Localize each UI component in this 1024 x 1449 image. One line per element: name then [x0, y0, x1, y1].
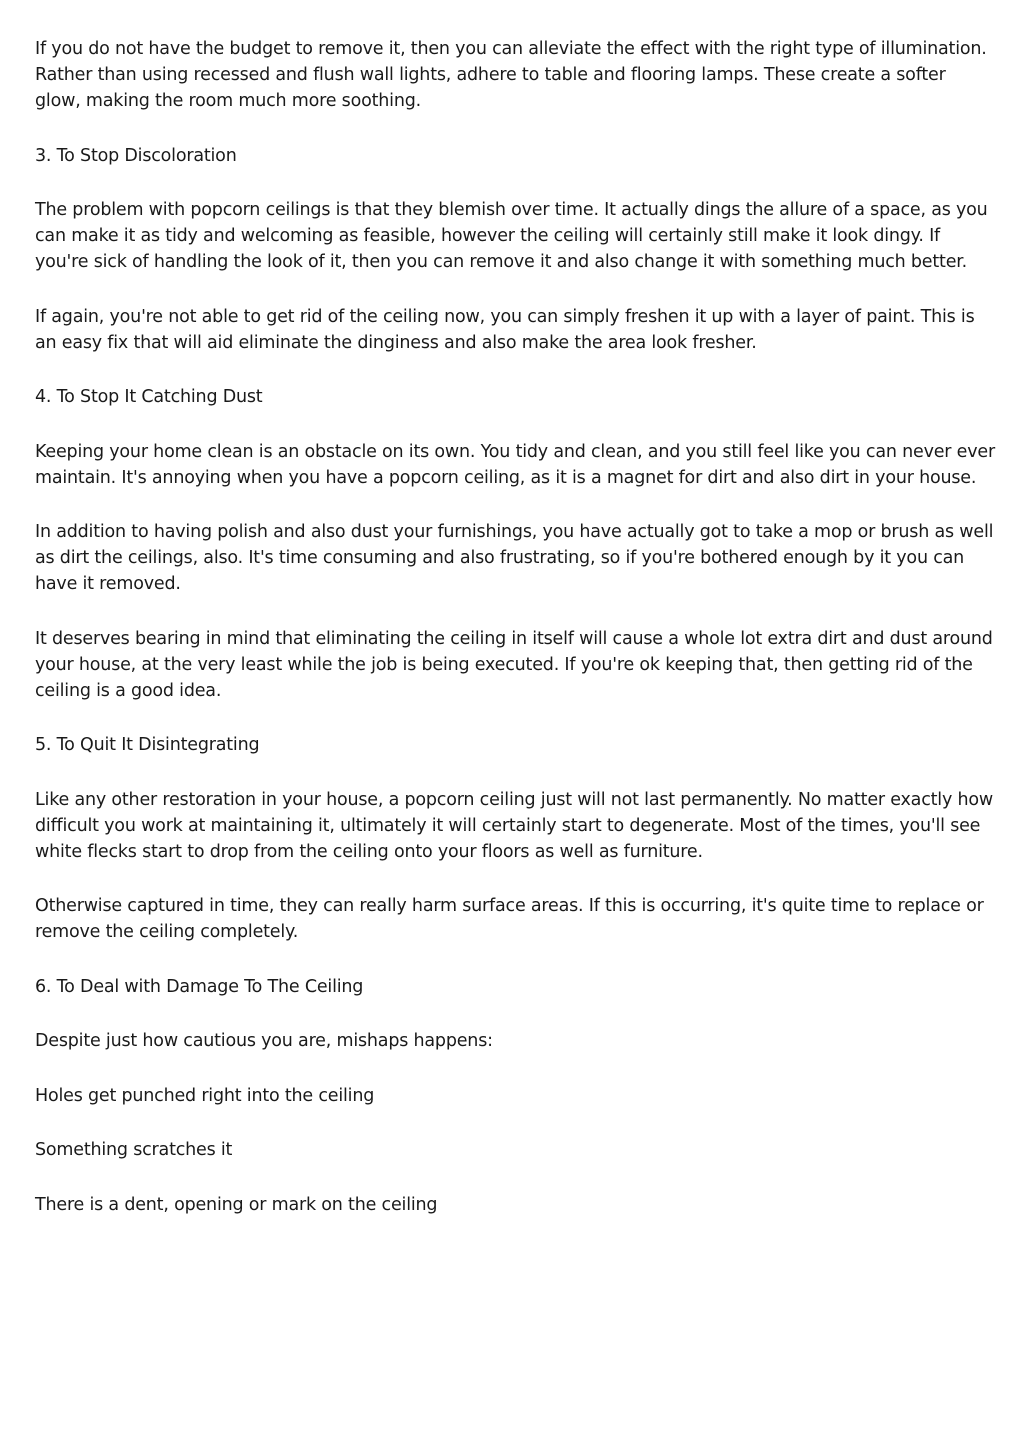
paragraph-lighting: If you do not have the budget to remove it, then you can alleviate the effect with the right type of illumination. Rather than using recessed and flush wall lights, adhere to table and flooring lamps. These create a softer glow, making the room much more soothing.: [35, 39, 987, 111]
paragraph-keeping-clean: Keeping your home clean is an obstacle on its own. You tidy and clean, and you still feel like you can never ever maintain. It's annoying when you have a popcorn ceiling, as it is a magnet for dirt and also dirt in your house.: [35, 441, 995, 488]
paragraph-dusting-ceilings: In addition to having polish and also dust your furnishings, you have actually got to take a mop or brush as well as dirt the ceilings, also. It's time consuming and also frustrating, so if you're bothered enough by it you can have it removed.: [35, 522, 994, 594]
heading-deal-with-damage: 6. To Deal with Damage To The Ceiling: [35, 976, 364, 997]
paragraph-scratches: Something scratches it: [35, 1140, 233, 1160]
paragraph-harm-surfaces: Otherwise captured in time, they can really harm surface areas. If this is occurring, it's quite time to replace or remove the ceiling completely.: [35, 896, 984, 942]
heading-quit-disintegrating: 5. To Quit It Disintegrating: [35, 735, 260, 755]
paragraph-discoloration: The problem with popcorn ceilings is that they blemish over time. It actually dings the allure of a space, as you can make it as tidy and welcoming as feasible, however the ceiling will certainly still make it look dingy. If you're sick of handling the look of it, then you can remove it and also change it with something much better.: [35, 200, 988, 272]
paragraph-paint-fix: If again, you're not able to get rid of the ceiling now, you can simply freshen it up with a layer of paint. This is an easy fix that will aid eliminate the dinginess and also make the area look fresher.: [35, 306, 975, 353]
document-page: [35, 36, 995, 1246]
paragraph-holes: Holes get punched right into the ceiling: [35, 1085, 375, 1106]
paragraph-dent: There is a dent, opening or mark on the ceiling: [35, 1194, 438, 1215]
heading-stop-catching-dust: 4. To Stop It Catching Dust: [35, 387, 263, 407]
paragraph-removal-dust: It deserves bearing in mind that eliminating the ceiling in itself will cause a whole lot extra dirt and dust around your house, at the very least while the job is being executed. If you're ok keeping that, then getting rid of the ceiling is a good idea.: [35, 628, 993, 701]
paragraph-mishaps: Despite just how cautious you are, mishaps happens:: [35, 1031, 493, 1051]
paragraph-degenerate: Like any other restoration in your house, a popcorn ceiling just will not last permanently. No matter exactly how difficult you work at maintaining it, ultimately it will certainly start to degenerate. Most of the times, you'll see white flecks start to drop from the ceiling onto your floors as well as furniture.: [35, 789, 993, 862]
heading-stop-discoloration: 3. To Stop Discoloration: [35, 145, 237, 166]
